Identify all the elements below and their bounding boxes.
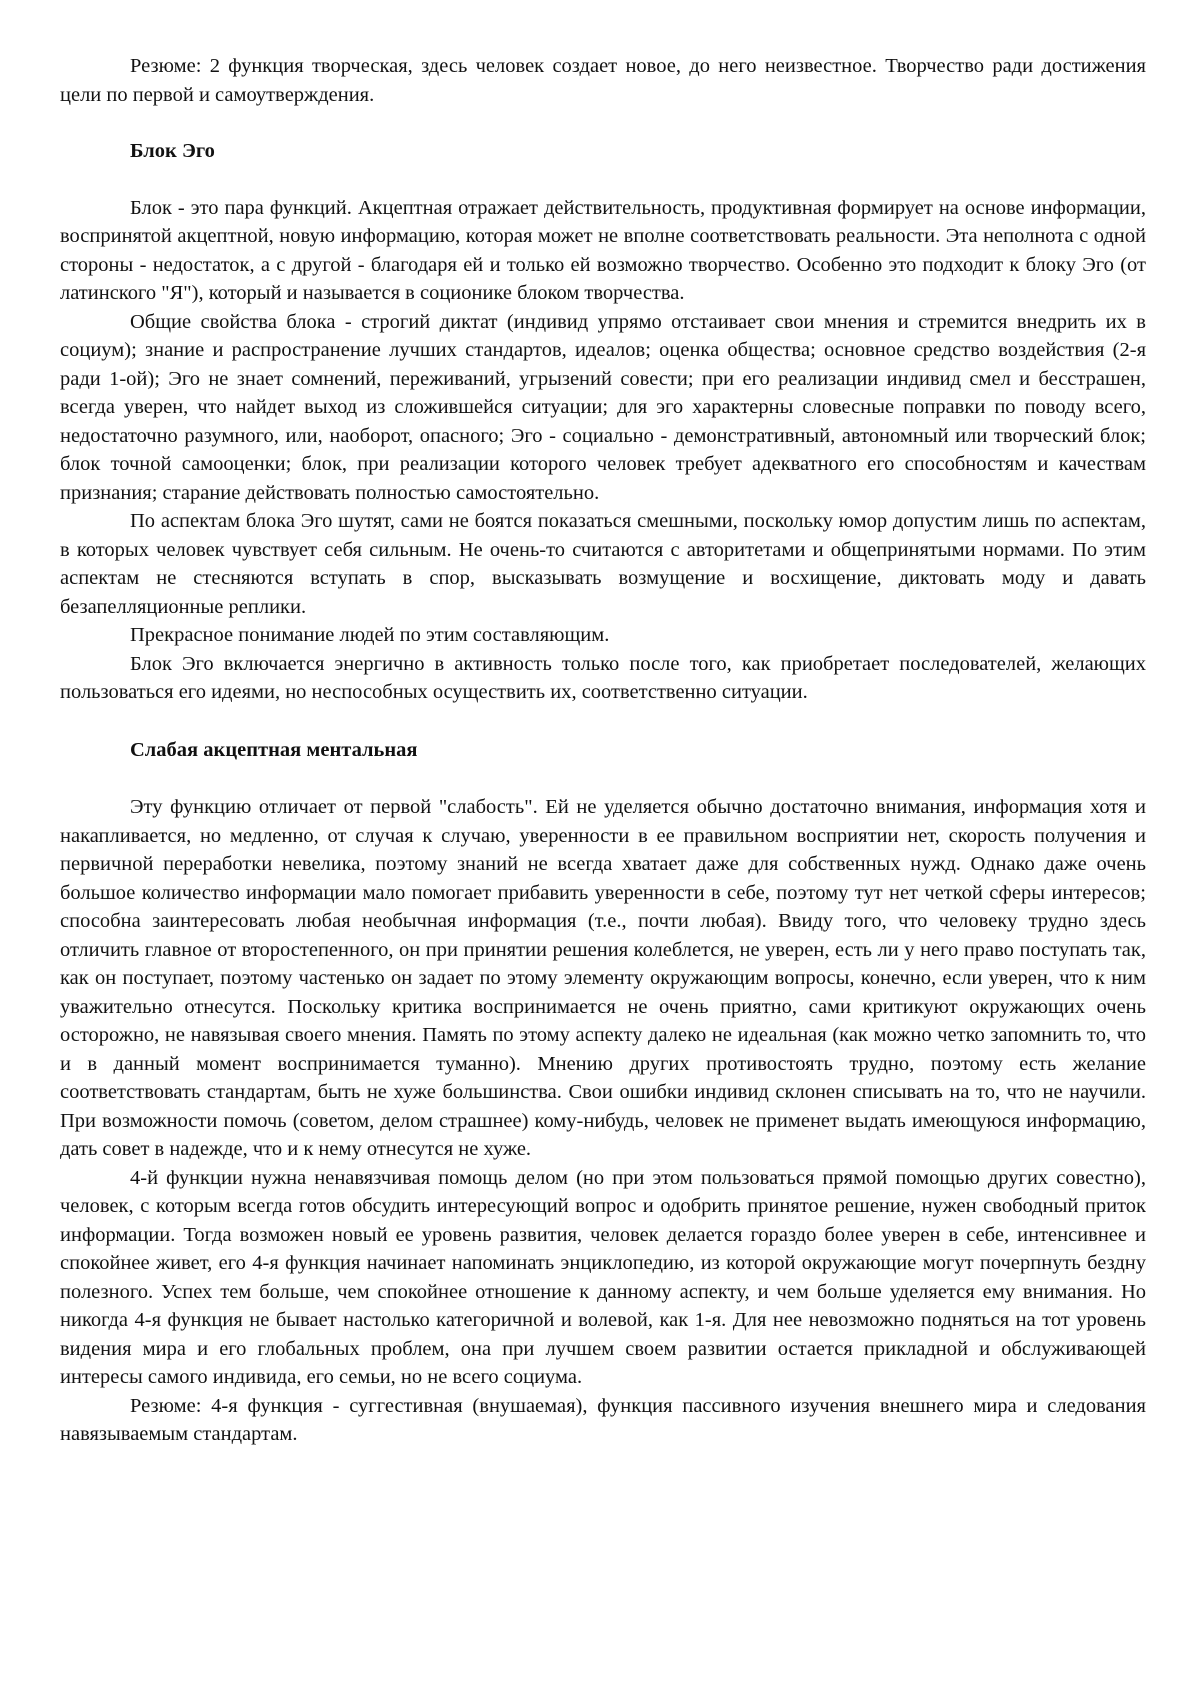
weak-mental-paragraph: Эту функцию отличает от первой "слабость". Ей не уделяется обычно достаточно внимания, информация хотя и накапливается, но медленно, от случая к случаю, уверенности в ее правильном восприятии нет, скорость получения и первичной переработки невелика, поэтому знаний не всегда хватает даже для собственных нужд. Однако даже очень большое количество информации мало помогает прибавить уверенности в себе, поэтому тут нет четкой сферы интересов; способна заинтересовать любая необычная информация (т.е., почти любая). Ввиду того, что человеку трудно здесь отличить главное от второстепенного, он при принятии решения колеблется, не уверен, есть ли у него право поступать так, как он поступает, поэтому частенько он задает по этому элементу окружающим вопросы, конечно, если уверен, что к ним уважительно отнесутся. Поскольку критика воспринимается не очень приятно, сами критикуют окружающих очень осторожно, не навязывая своего мнения. Память по этому аспекту далеко не идеальная (как можно четко запомнить то, что и в данный момент воспринимается туманно). Мнению других противостоять трудно, поэтому есть желание соответствовать стандартам, быть не хуже большинства. Свои ошибки индивид склонен списывать на то, что не научили. При возможности помочь (советом, делом страшнее) кому-нибудь, человек не применет выдать имеющуюся информацию, дать совет в надежде, что и к нему отнесутся не хуже. (60, 796, 1146, 1160)
ego-block-paragraph: Общие свойства блока - строгий диктат (индивид упрямо отстаивает свои мнения и стремится внедрить их в социум); знание и распространение лучших стандартов, идеалов; оценка общества; основное средство воздействия (2-я ради 1-ой); Эго не знает сомнений, переживаний, угрызений совести; при его реализации индивид смел и бесстрашен, всегда уверен, что найдет выход из сложившейся ситуации; для эго характерны словесные поправки по поводу всего, недостаточно разумного, или, наоборот, опасного; Эго - социально - демонстративный, автономный или творческий блок; блок точной самооценки; блок, при реализации которого человек требует адекватного его способностям и качествам признания; старание действовать полностью самостоятельно. (60, 310, 1146, 504)
spacer (60, 166, 1146, 194)
intro-summary-paragraph: Резюме: 2 функция творческая, здесь человек создает новое, до него неизвестное. Творчество ради достижения цели по первой и самоутверждения. (60, 55, 1146, 106)
heading-ego-block: Блок Эго (130, 140, 215, 162)
weak-mental-summary-paragraph: Резюме: 4-я функция - суггестивная (внушаемая), функция пассивного изучения внешнего мира и следования навязываемым стандартам. (60, 1394, 1146, 1445)
weak-mental-paragraph: 4-й функции нужна ненавязчивая помощь делом (но при этом пользоваться прямой помощью других совестно), человек, с которым всегда готов обсудить интересующий вопрос и одобрить принятое решение, нужен свободный приток информации. Тогда возможен новый ее уровень развития, человек делается гораздо более уверен в себе, интенсивнее и спокойнее живет, его 4-я функция начинает напоминать энциклопедию, из которой окружающие могут почерпнуть бездну полезного. Успех тем больше, чем спокойнее отношение к данному аспекту, и чем больше уделяется ему внимания. Но никогда 4-я функция не бывает настолько категоричной и волевой, как 1-я. Для нее невозможно подняться на тот уровень видения мира и его глобальных проблем, она при лучшем своем развитии остается прикладной и обслуживающей интересы самого индивида, его семьи, но не всего социума. (60, 1166, 1146, 1388)
ego-block-paragraph: По аспектам блока Эго шутят, сами не боятся показаться смешными, поскольку юмор допустим лишь по аспектам, в которых человек чувствует себя сильным. Не очень-то считаются с авторитетами и общепринятыми нормами. По этим аспектам не стесняются вступать в спор, высказывать возмущение и восхищение, диктовать моду и давать безапелляционные реплики. (60, 510, 1146, 618)
ego-block-paragraph: Прекрасное понимание людей по этим составляющим. (130, 624, 610, 646)
spacer (60, 707, 1146, 736)
heading-weak-mental: Слабая акцептная ментальная (130, 738, 418, 761)
ego-block-paragraph: Блок - это пара функций. Акцептная отражает действительность, продуктивная формирует на основе информации, воспринятой акцептной, новую информацию, которая может не вполне соответствовать реальности. Эта неполнота с одной стороны - недостаток, а с другой - благодаря ей и только ей возможно творчество. Особенно это подходит к блоку Эго (от латинского "Я"), который и называется в соционике блоком творчества. (60, 196, 1146, 304)
ego-block-paragraph: Блок Эго включается энергично в активность только после того, как приобретает последователей, желающих пользоваться его идеями, но неспособных осуществить их, соответственно ситуации. (60, 652, 1146, 703)
spacer (60, 764, 1146, 793)
document-page (60, 52, 1146, 1449)
spacer (60, 109, 1146, 137)
